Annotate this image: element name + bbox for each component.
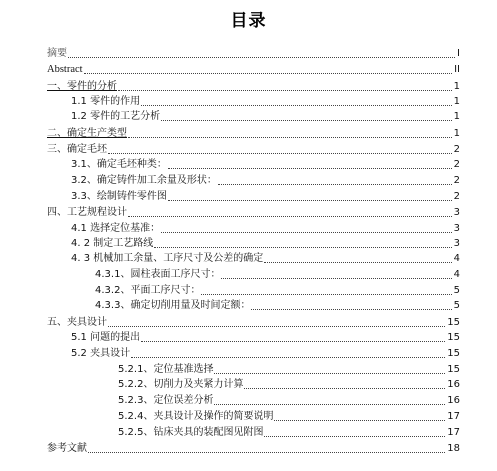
toc-leader-dots: [264, 262, 451, 263]
toc-entry-section-4-3-3[interactable]: [95, 299, 460, 313]
toc-entry-page: 16: [447, 395, 460, 406]
toc-leader-dots: [131, 357, 445, 358]
toc-leader-dots: [128, 137, 452, 138]
toc-entry-section-3-3[interactable]: [71, 190, 460, 204]
toc-entry-section-5-2-1[interactable]: [118, 363, 460, 377]
toc-entry-page: II: [454, 64, 460, 75]
toc-leader-dots: [221, 278, 451, 279]
toc-entry-page: 15: [447, 317, 460, 328]
toc-entry-chapter-4[interactable]: [47, 206, 460, 220]
toc-entry-chapter-1[interactable]: [47, 80, 460, 94]
toc-entry-label: 3.1、确定毛坯种类：: [71, 159, 167, 170]
toc-entry-page: 2: [453, 191, 460, 202]
toc-leader-dots: [264, 436, 445, 437]
toc-entry-section-1-2[interactable]: [71, 110, 460, 124]
toc-entry-page: 3: [453, 238, 460, 249]
toc-entry-label: 4. 2 制定工艺路线: [71, 238, 154, 249]
toc-entry-page: 2: [453, 159, 460, 170]
toc-entry-page: 15: [447, 364, 460, 375]
toc-entry-chapter-3[interactable]: [47, 143, 460, 157]
toc-entry-label: 5.2.5、钻床夹具的装配图见附图: [118, 427, 264, 438]
toc-entry-label: 3.2、确定铸件加工余量及形状：: [71, 175, 217, 186]
toc-entry-section-3-1[interactable]: [71, 158, 460, 172]
toc-entry-page: 3: [453, 207, 460, 218]
toc-entry-label: 二、确定生产类型: [47, 128, 127, 139]
toc-entry-page: 17: [447, 411, 460, 422]
toc-entry-label: 4.3.3、确定切削用量及时间定额：: [95, 300, 251, 311]
toc-leader-dots: [84, 73, 453, 74]
toc-entry-section-5-2[interactable]: [71, 347, 460, 361]
toc-entry-label: 5.2.4、夹具设计及操作的简要说明: [118, 411, 274, 422]
toc-entry-page: 4: [453, 253, 460, 264]
toc-entry-section-5-2-3[interactable]: [118, 394, 460, 408]
toc-entry-label: 5.2 夹具设计: [71, 348, 131, 359]
toc-leader-dots: [141, 105, 452, 106]
toc-entry-label: 一、零件的分析: [47, 81, 117, 92]
toc-entry-page: 1: [453, 81, 460, 92]
toc-entry-page: 17: [447, 427, 460, 438]
toc-entry-label: 4. 3 机械加工余量、工序尺寸及公差的确定: [71, 253, 264, 264]
toc-entry-page: 2: [453, 144, 460, 155]
toc-entry-label: Abstract: [47, 64, 83, 75]
toc-entry-abstract-cn[interactable]: [47, 47, 460, 61]
toc-entry-label: 4.3.1、圆柱表面工序尺寸：: [95, 269, 221, 280]
toc-entry-section-5-2-5[interactable]: [118, 426, 460, 440]
toc-entry-label: 四、工艺规程设计: [47, 207, 127, 218]
toc-entry-label: 五、夹具设计: [47, 317, 107, 328]
toc-entry-section-5-2-4[interactable]: [118, 410, 460, 424]
toc-leader-dots: [128, 216, 452, 217]
toc-entry-label: 4.3.2、平面工序尺寸：: [95, 285, 201, 296]
toc-entry-section-4-3[interactable]: [71, 252, 460, 266]
toc-entry-page: 16: [447, 379, 460, 390]
toc-title: 目录: [230, 11, 267, 31]
toc-entry-section-4-3-1[interactable]: [95, 268, 460, 282]
toc-entry-page: 2: [453, 175, 460, 186]
toc-entry-label: 3.3、绘制铸件零件图: [71, 191, 167, 202]
toc-leader-dots: [108, 153, 452, 154]
toc-entry-page: 5: [453, 300, 460, 311]
toc-leader-dots: [68, 57, 455, 58]
toc-entry-section-4-2[interactable]: [71, 237, 460, 251]
toc-entry-label: 5.2.3、定位误差分析: [118, 395, 214, 406]
toc-entry-section-5-2-2[interactable]: [118, 378, 460, 392]
toc-leader-dots: [141, 341, 445, 342]
toc-entry-page: 4: [453, 269, 460, 280]
toc-leader-dots: [214, 404, 445, 405]
toc-entry-references[interactable]: [47, 442, 460, 456]
toc-entry-label: 5.2.1、定位基准选择: [118, 364, 214, 375]
toc-leader-dots: [168, 200, 452, 201]
toc-entry-page: 15: [447, 332, 460, 343]
toc-leader-dots: [108, 326, 445, 327]
toc-entry-chapter-5[interactable]: [47, 316, 460, 330]
toc-entry-page: 5: [453, 285, 460, 296]
toc-entry-label: 摘要: [47, 48, 67, 59]
toc-entry-label: 5.1 问题的提出: [71, 332, 141, 343]
toc-entry-label: 参考文献: [47, 443, 87, 454]
toc-entry-chapter-2[interactable]: [47, 127, 460, 141]
toc-leader-dots: [244, 388, 445, 389]
toc-leader-dots: [161, 120, 452, 121]
toc-entry-section-4-1[interactable]: [71, 222, 460, 236]
toc-entry-page: 3: [453, 223, 460, 234]
toc-leader-dots: [251, 309, 451, 310]
toc-leader-dots: [161, 232, 452, 233]
toc-entry-section-3-2[interactable]: [71, 174, 460, 188]
toc-entry-page: I: [457, 48, 460, 59]
toc-entry-abstract-en[interactable]: [47, 63, 460, 77]
toc-entry-section-1-1[interactable]: [71, 95, 460, 109]
toc-leader-dots: [218, 184, 452, 185]
toc-entry-page: 15: [447, 348, 460, 359]
toc-leader-dots: [168, 168, 452, 169]
toc-entry-page: 1: [453, 111, 460, 122]
toc-leader-dots: [88, 452, 445, 453]
toc-entry-label: 5.2.2、切削力及夹紧力计算: [118, 379, 244, 390]
toc-entry-label: 1.2 零件的工艺分析: [71, 111, 161, 122]
toc-entry-label: 4.1 选择定位基准：: [71, 223, 161, 234]
toc-leader-dots: [274, 420, 445, 421]
toc-entry-label: 三、确定毛坯: [47, 144, 107, 155]
toc-leader-dots: [214, 373, 445, 374]
toc-entry-section-4-3-2[interactable]: [95, 284, 460, 298]
toc-leader-dots: [154, 247, 451, 248]
toc-entry-section-5-1[interactable]: [71, 331, 460, 345]
toc-entry-page: 18: [447, 443, 460, 454]
toc-entry-label: 1.1 零件的作用: [71, 96, 141, 107]
toc-entry-page: 1: [453, 96, 460, 107]
toc-entry-page: 1: [453, 128, 460, 139]
toc-leader-dots: [201, 294, 451, 295]
toc-leader-dots: [118, 90, 452, 91]
